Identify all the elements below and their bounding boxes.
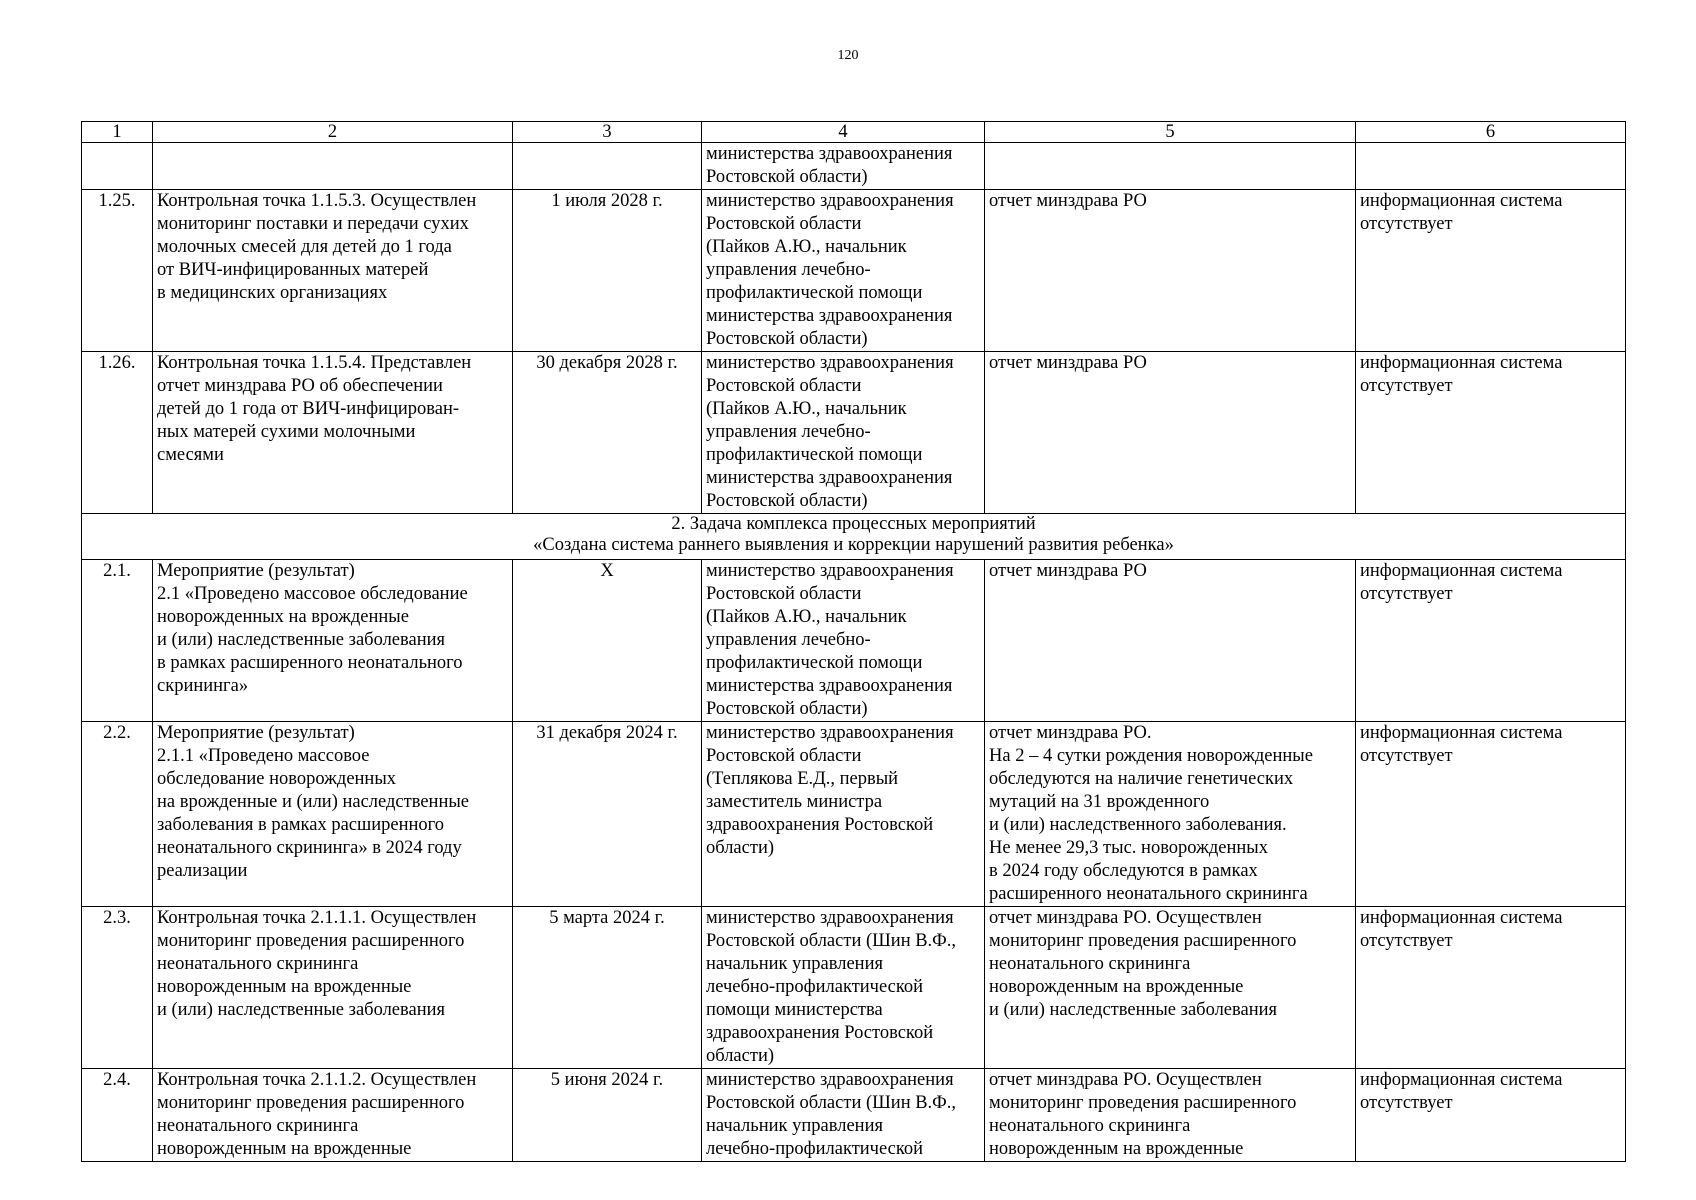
- row-number: 2.4.: [82, 1069, 153, 1162]
- column-number: 5: [985, 122, 1356, 143]
- row-document: [985, 143, 1356, 190]
- table-row: [82, 560, 1626, 722]
- column-number: 1: [82, 122, 153, 143]
- table-row: [82, 722, 1626, 907]
- row-info-system: информационная система отсутствует: [1356, 352, 1626, 514]
- table-row: [82, 190, 1626, 352]
- column-number: 3: [513, 122, 702, 143]
- row-info-system: информационная система отсутствует: [1356, 560, 1626, 722]
- row-date: [513, 143, 702, 190]
- row-date: 31 декабря 2024 г.: [513, 722, 702, 907]
- row-responsible: министерство здравоохранения Ростовской области (Теплякова Е.Д., первый заместитель министра здравоохранения Ростовской области): [702, 722, 985, 907]
- column-number: 6: [1356, 122, 1626, 143]
- row-responsible: министерство здравоохранения Ростовской области (Пайков А.Ю., начальник управления лечебно- профилактической помощи министерства здравоохранения Ростовской области): [702, 560, 985, 722]
- row-number: [82, 143, 153, 190]
- row-date: 30 декабря 2028 г.: [513, 352, 702, 514]
- row-document: отчет минздрава РО: [985, 352, 1356, 514]
- row-document: отчет минздрава РО. На 2 – 4 сутки рождения новорожденные обследуются на наличие генетических мутаций на 31 врожденного и (или) наследственного заболевания. Не менее 29,3 тыс. новорожденных в 2024 году обследуются в рамках расширенного неонатального скрининга: [985, 722, 1356, 907]
- row-document: отчет минздрава РО: [985, 560, 1356, 722]
- row-responsible: министерство здравоохранения Ростовской области (Пайков А.Ю., начальник управления лечебно- профилактической помощи министерства здравоохранения Ростовской области): [702, 352, 985, 514]
- row-info-system: [1356, 143, 1626, 190]
- row-name: Контрольная точка 2.1.1.1. Осуществлен мониторинг проведения расширенного неонатального скрининга новорожденным на врожденные и (или) наследственные заболевания: [153, 907, 513, 1069]
- column-number: 4: [702, 122, 985, 143]
- row-responsible: министерство здравоохранения Ростовской области (Шин В.Ф., начальник управления лечебно-профилактической помощи министерства здравоохранения Ростовской области): [702, 907, 985, 1069]
- row-document: отчет минздрава РО: [985, 190, 1356, 352]
- table-row: [82, 1069, 1626, 1162]
- section-heading-row: [82, 514, 1626, 560]
- row-number: 2.2.: [82, 722, 153, 907]
- table-row: [82, 907, 1626, 1069]
- table-row-continuation: [82, 143, 1626, 190]
- row-document: отчет минздрава РО. Осуществлен мониторинг проведения расширенного неонатального скрининга новорожденным на врожденные: [985, 1069, 1356, 1162]
- plan-table: [81, 121, 1626, 1162]
- row-name: Мероприятие (результат) 2.1 «Проведено массовое обследование новорожденных на врожденные и (или) наследственные заболевания в рамках расширенного неонатального скрининга»: [153, 560, 513, 722]
- row-name: Контрольная точка 1.1.5.4. Представлен отчет минздрава РО об обеспечении детей до 1 года от ВИЧ-инфицирован- ных матерей сухими молочными смесями: [153, 352, 513, 514]
- row-name: Мероприятие (результат) 2.1.1 «Проведено массовое обследование новорожденных на врожденные и (или) наследственные заболевания в рамках расширенного неонатального скрининга» в 2024 году реализации: [153, 722, 513, 907]
- section-heading-line: «Создана система раннего выявления и коррекции нарушений развития ребенка»: [533, 535, 1174, 555]
- column-number-row: [82, 122, 1626, 143]
- row-name: Контрольная точка 1.1.5.3. Осуществлен мониторинг поставки и передачи сухих молочных смесей для детей до 1 года от ВИЧ-инфицированных матерей в медицинских организациях: [153, 190, 513, 352]
- section-heading: [82, 514, 1626, 560]
- table-row: [82, 352, 1626, 514]
- row-info-system: информационная система отсутствует: [1356, 1069, 1626, 1162]
- page-number: 120: [837, 48, 859, 63]
- row-responsible: министерства здравоохранения Ростовской области): [702, 143, 985, 190]
- column-number: 2: [153, 122, 513, 143]
- row-info-system: информационная система отсутствует: [1356, 722, 1626, 907]
- row-number: 2.3.: [82, 907, 153, 1069]
- row-document: отчет минздрава РО. Осуществлен мониторинг проведения расширенного неонатального скрининга новорожденным на врожденные и (или) наследственные заболевания: [985, 907, 1356, 1069]
- section-heading-line: 2. Задача комплекса процессных мероприятий: [671, 514, 1036, 534]
- row-number: 2.1.: [82, 560, 153, 722]
- row-name: Контрольная точка 2.1.1.2. Осуществлен мониторинг проведения расширенного неонатального скрининга новорожденным на врожденные: [153, 1069, 513, 1162]
- row-date: 1 июля 2028 г.: [513, 190, 702, 352]
- row-number: 1.26.: [82, 352, 153, 514]
- row-name: [153, 143, 513, 190]
- row-responsible: министерство здравоохранения Ростовской области (Шин В.Ф., начальник управления лечебно-профилактической: [702, 1069, 985, 1162]
- row-info-system: информационная система отсутствует: [1356, 190, 1626, 352]
- row-date: X: [513, 560, 702, 722]
- row-date: 5 июня 2024 г.: [513, 1069, 702, 1162]
- row-responsible: министерство здравоохранения Ростовской области (Пайков А.Ю., начальник управления лечебно- профилактической помощи министерства здравоохранения Ростовской области): [702, 190, 985, 352]
- row-number: 1.25.: [82, 190, 153, 352]
- row-info-system: информационная система отсутствует: [1356, 907, 1626, 1069]
- row-date: 5 марта 2024 г.: [513, 907, 702, 1069]
